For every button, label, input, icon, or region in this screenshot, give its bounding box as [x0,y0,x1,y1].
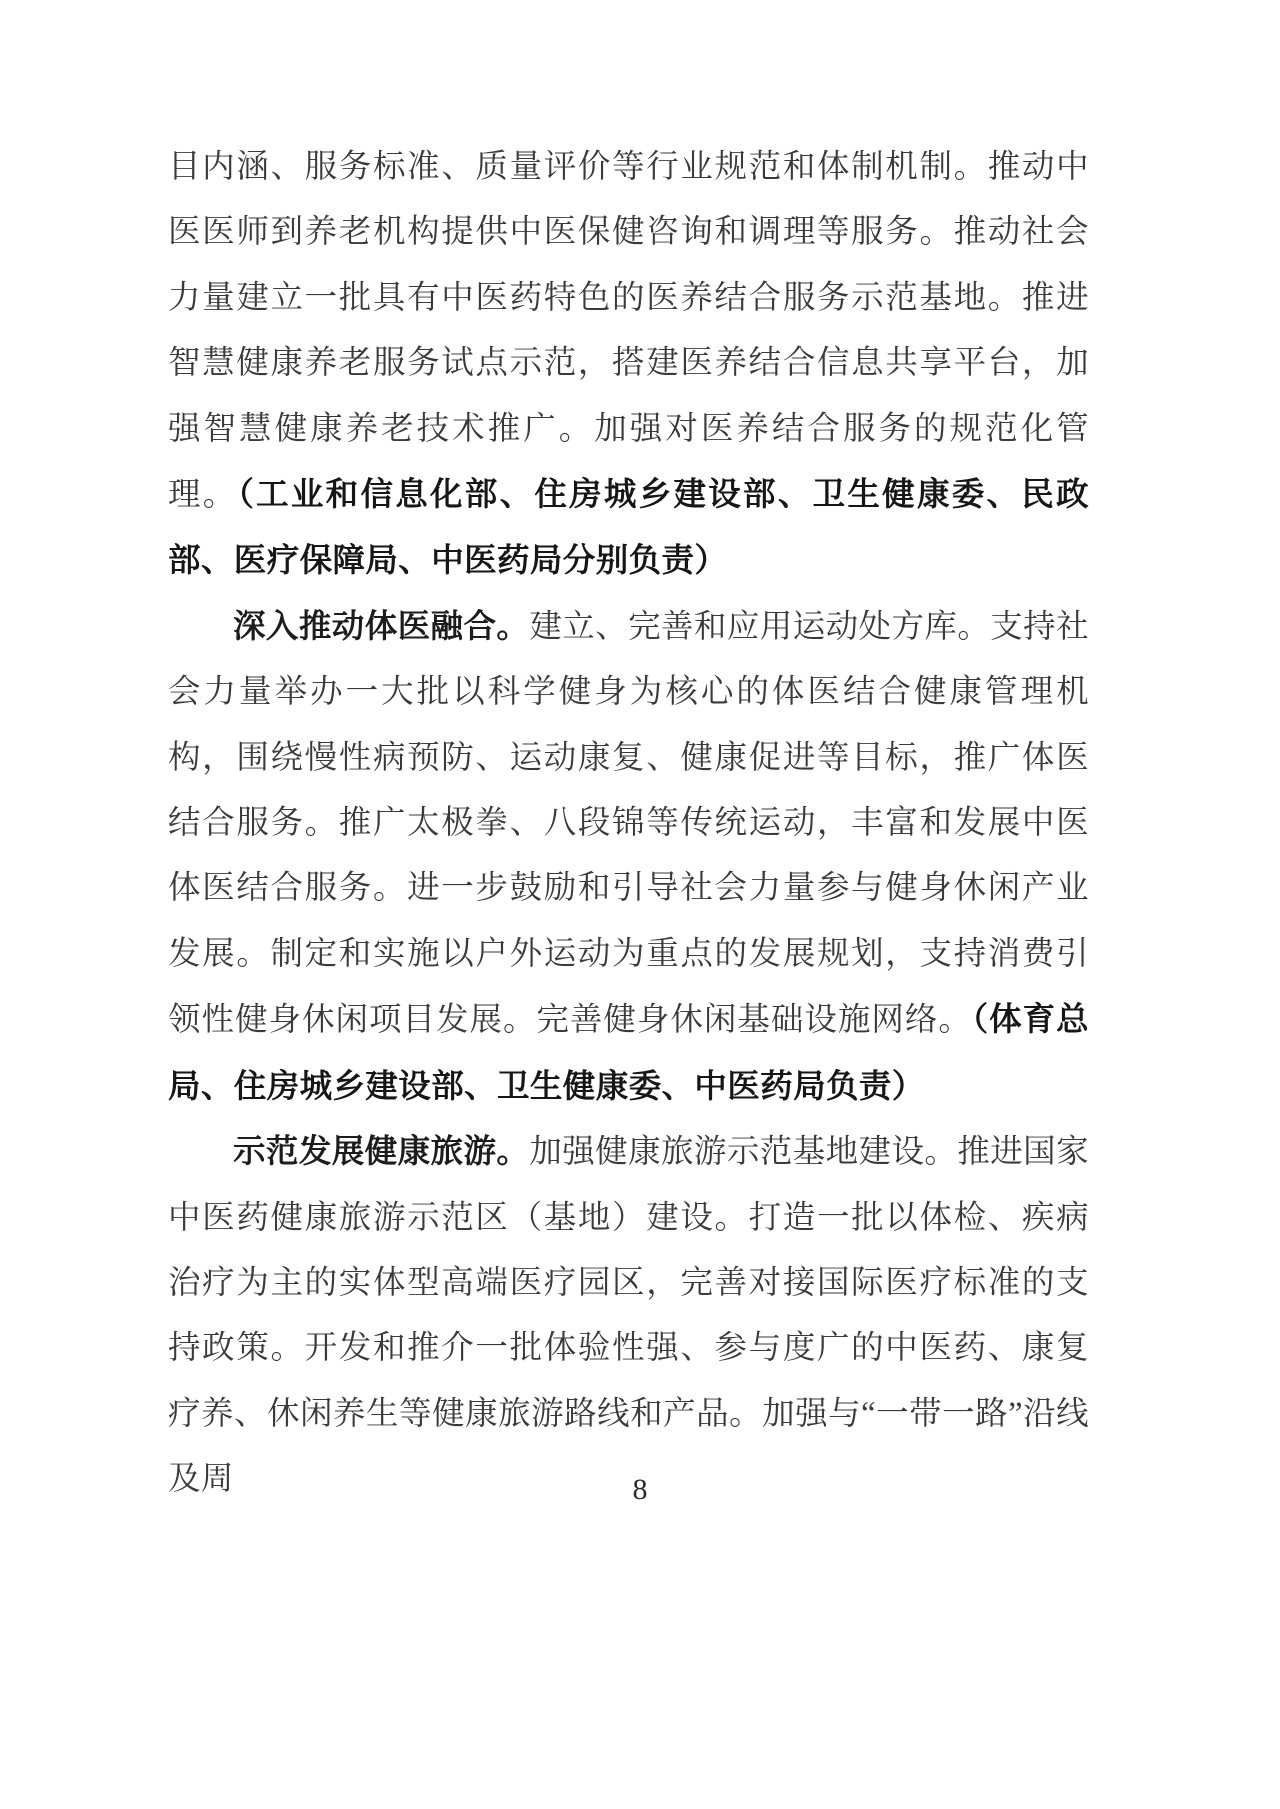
page-number: 8 [632,1473,648,1506]
responsible-departments: （体育总局、住房城乡建设部、卫生健康委、中医药局负责） [168,1001,1089,1104]
document-body [168,135,1089,1513]
paragraph-lead: 深入推动体医融合。 [233,608,530,645]
paragraph-lead: 示范发展健康旅游。 [233,1134,530,1171]
responsible-departments: （工业和信息化部、住房城乡建设部、卫生健康委、民政部、医疗保障局、中医药局分别负责） [168,476,1089,579]
body-text: 建立、完善和应用运动处方库。支持社会力量举办一大批以科学健身为核心的体医结合健康管理机构，围绕慢性病预防、运动康复、健康促进等目标，推广体医结合服务。推广太极拳、八段锦等传统运动，丰富和发展中医体医结合服务。进一步鼓励和引导社会力量参与健身休闲产业发展。制定和实施以户外运动为重点的发展规划，支持消费引领性健身休闲项目发展。完善健身休闲基础设施网络。 [168,608,1089,1039]
paragraph [168,1120,1089,1512]
body-text: 加强健康旅游示范基地建设。推进国家中医药健康旅游示范区（基地）建设。打造一批以体检、疾病治疗为主的实体型高端医疗园区，完善对接国际医疗标准的支持政策。开发和推介一批体验性强、参与度广的中医药、康复疗养、休闲养生等健康旅游路线和产品。加强与“一带一路”沿线及周 [168,1134,1089,1498]
paragraph [168,595,1089,1120]
paragraph [168,135,1089,595]
body-text: 目内涵、服务标准、质量评价等行业规范和体制机制。推动中医医师到养老机构提供中医保健咨询和调理等服务。推动社会力量建立一批具有中医药特色的医养结合服务示范基地。推进智慧健康养老服务试点示范，搭建医养结合信息共享平台，加强智慧健康养老技术推广。加强对医养结合服务的规范化管理。 [168,149,1089,514]
